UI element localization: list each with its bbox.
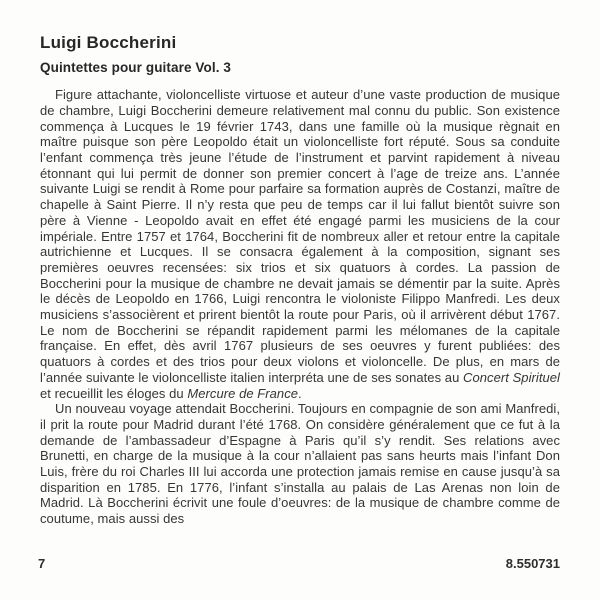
paragraph	[40, 87, 560, 401]
page-footer	[38, 556, 560, 571]
paragraph	[40, 401, 560, 527]
page-number: 7	[38, 556, 46, 571]
text-run: .	[298, 385, 302, 401]
text-run: et recueillit les éloges du	[40, 385, 188, 401]
italic-work-title: Concert Spirituel	[463, 369, 560, 385]
text-run: Figure attachante, violoncelliste virtuose et auteur d’une vaste production de musique de chambre, Luigi Boccherini demeure relativement mal connu du public. Son existence commença à Lucques le 19 février 1743, dans une famille où la musique règnait en maître puisque son père Leopoldo était un violoncelliste fort réputé. Sous sa conduite l’enfant commença très jeune l’étude de l’instrument et parvint rapidement à niveau étonnant qui lui permit de donner son premier concert à l’age de treize ans. L’année suivante Luigi se rendit à Rome pour parfaire sa formation auprès de Costanzi, maître de chapelle à Saint Pierre. Il n’y resta que peu de temps car il lui fallut bientôt suivre son père à Vienne - Leopoldo avait en effet été engagé parmi les musiciens de la cour impériale. Entre 1757 et 1764, Boccherini fit de nombreux aller et retour entre la capitale autrichienne et Lucques. Il se consacra également à la composition, signant ses premières oeuvres recensées: six trios et six quatuors à cordes. La passion de Boccherini pour la musique de chambre ne devait jamais se démentir par la suite. Après le décès de Leopoldo en 1766, Luigi rencontra le violoniste Filippo Manfredi. Les deux musiciens s’associèrent et prirent bientôt la route pour Paris, où il arrivèrent début 1767. Le nom de Boccherini se répandit rapidement parmi les mélomanes de la capitale française. En effet, dès avril 1767 plusieurs de ses oeuvres y furent publiées: des quatuors à cordes et des trios pour deux violons et violoncelle. De plus, en mars de l’année suivante le violoncelliste italien interpréta une de ses sonates au	[40, 87, 560, 385]
body-text	[40, 87, 560, 527]
text-run: Un nouveau voyage attendait Boccherini. Toujours en compagnie de son ami Manfredi, il prit la route pour Madrid durant l’été 1768. On considère généralement que ce fut à la demande de l’ambassadeur d’Espagne à Paris qu’il s’y rendit. Ses relations avec Brunetti, en charge de la musique à la cour n’allaient pas sans heurts mais l’infant Don Luis, frère du roi Charles III lui accorda une protection jamais remise en cause jusqu’à sa disparition en 1785. En 1776, l’infant s’installa au palais de Las Arenas non loin de Madrid. Là Boccherini écrivit une foule d’oeuvres: de la musique de chambre comme de coutume, mais aussi des	[40, 401, 560, 527]
catalog-number: 8.550731	[505, 556, 560, 571]
page-title: Luigi Boccherini	[40, 33, 177, 52]
page-subtitle: Quintettes pour guitare Vol. 3	[40, 59, 232, 75]
italic-work-title: Mercure de France	[187, 385, 299, 401]
